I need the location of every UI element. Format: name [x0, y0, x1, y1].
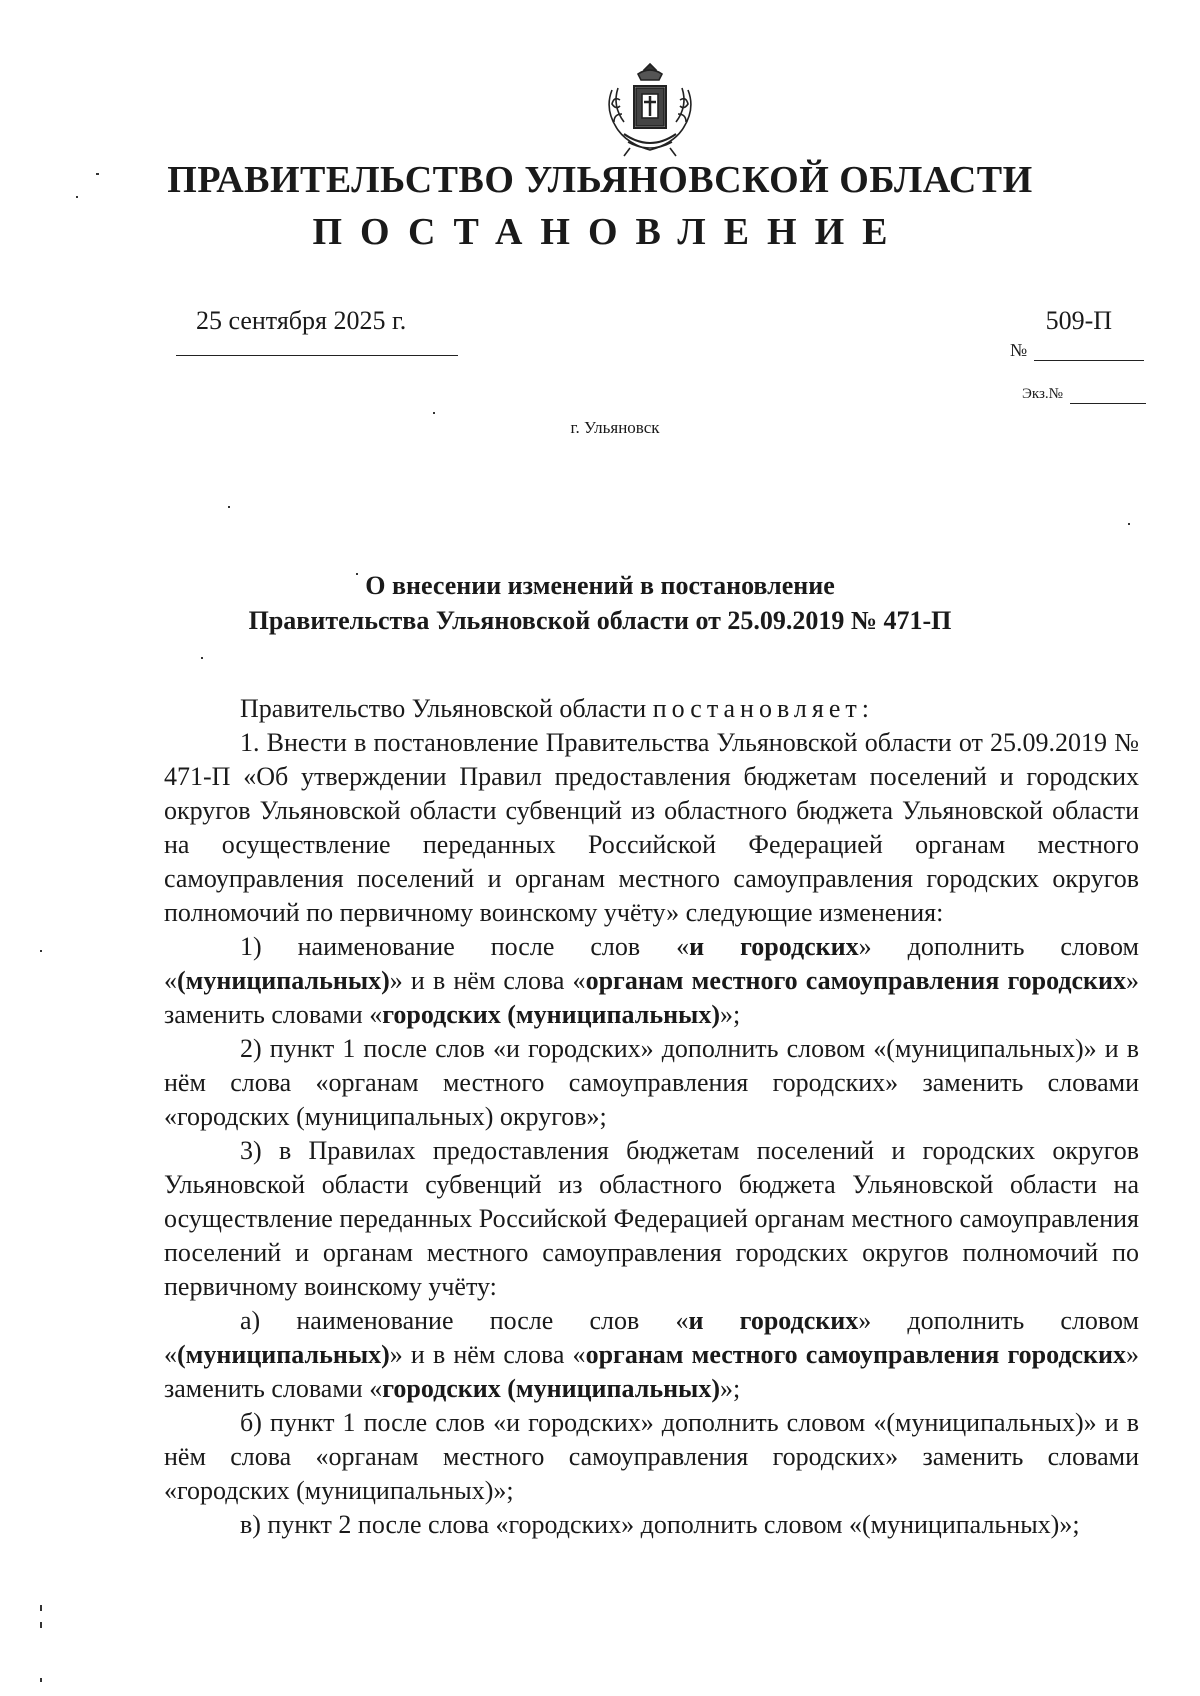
preamble-text: Правительство Ульяновской области [240, 694, 647, 723]
subitem-a-bold: (муниципальных) [177, 1340, 390, 1369]
scan-speck [40, 1622, 42, 1628]
scan-speck [40, 1678, 42, 1682]
scan-speck [228, 506, 230, 508]
subitem-1-text: 1) наименование после слов « [240, 932, 690, 961]
subitem-a-text: » заменить словами « [164, 1340, 1139, 1403]
scan-speck [96, 173, 99, 175]
subitem-a-text: » и в нём слова « [389, 1340, 586, 1369]
document-body [164, 692, 1139, 1542]
subitem-1-bold: органам местного самоуправления городских [585, 966, 1126, 995]
subitem-1-text: » и в нём слова « [389, 966, 586, 995]
scan-speck [40, 1605, 42, 1611]
subitem-a-text: » дополнить словом « [164, 1306, 1139, 1369]
scan-speck [201, 657, 203, 659]
scan-speck [1128, 523, 1130, 525]
document-date: 25 сентября 2025 г. [196, 306, 407, 335]
government-title: ПРАВИТЕЛЬСТВО УЛЬЯНОВСКОЙ ОБЛАСТИ [167, 159, 1033, 201]
item-1: 1. Внести в постановление Правительства Ульяновской области от 25.09.2019 № 471-П «Об утверждении Правил предоставления бюджетам поселений и городских округов Ульяновской области субвенций из областного бюджета Ульяновской области на осуществление переданных Российской Федерацией органам местного самоуправления поселений и органам местного самоуправления городских округов полномочий по первичному воинскому учёту» следующие изменения: [164, 728, 1139, 927]
subitem-1-text: »; [720, 1000, 741, 1029]
subitem-1-bold: и городских [689, 932, 859, 961]
document-subject [0, 568, 1200, 638]
subject-line-2: Правительства Ульяновской области от 25.09.2019 № 471-П [248, 606, 952, 635]
date-underline [176, 355, 458, 356]
number-field [1010, 340, 1145, 362]
coat-of-arms-emblem [598, 60, 702, 160]
subitem-2: 2) пункт 1 после слов «и городских» дополнить словом «(муниципальных)» и в нём слова «органам местного самоуправления городских» заменить словами «городских (муниципальных) округов»; [164, 1034, 1139, 1131]
document-number: 509-П [1045, 306, 1112, 335]
scan-speck [40, 950, 42, 952]
subitem-3: 3) в Правилах предоставления бюджетам поселений и городских округов Ульяновской области субвенций из областного бюджета Ульяновской области на осуществление переданных Российской Федерацией органам местного самоуправления поселений и органам местного самоуправления городских округов полномочий по первичному воинскому учёту: [164, 1136, 1139, 1301]
subitem-1 [164, 930, 1139, 1032]
subitem-a-text: а) наименование после слов « [240, 1306, 689, 1335]
copy-number-field [1022, 386, 1146, 406]
subject-line-1: О внесении изменений в постановление [365, 571, 835, 600]
document-type-title: ПОСТАНОВЛЕНИЕ [312, 211, 906, 253]
scan-speck [76, 196, 78, 198]
copy-number-label: Экз.№ [1022, 386, 1063, 402]
subitem-1-bold: городских (муниципальных) [382, 1000, 721, 1029]
subitem-1-bold: (муниципальных) [177, 966, 390, 995]
scan-speck [433, 412, 435, 414]
subitem-a-bold: и городских [688, 1306, 859, 1335]
subitem-1-text: » заменить словами « [164, 966, 1139, 1029]
subitem-v: в) пункт 2 после слова «городских» дополнить словом «(муниципальных)»; [240, 1510, 1080, 1539]
preamble [164, 692, 1139, 726]
subitem-a [164, 1304, 1139, 1406]
subitem-a-bold: городских (муниципальных) [382, 1374, 721, 1403]
number-underline [1034, 360, 1144, 361]
number-label: № [1010, 340, 1028, 360]
subitem-a-text: »; [720, 1374, 741, 1403]
preamble-spaced-word: постановляет: [652, 694, 874, 723]
subitem-1-text: » дополнить словом « [164, 932, 1139, 995]
subitem-b: б) пункт 1 после слов «и городских» дополнить словом «(муниципальных)» и в нём слова «органам местного самоуправления городских» заменить словами «городских (муниципальных)»; [164, 1408, 1139, 1505]
subitem-a-bold: органам местного самоуправления городских [585, 1340, 1126, 1369]
scan-speck [356, 573, 358, 575]
city-name: г. Ульяновск [570, 418, 660, 437]
copy-number-underline [1070, 403, 1146, 404]
